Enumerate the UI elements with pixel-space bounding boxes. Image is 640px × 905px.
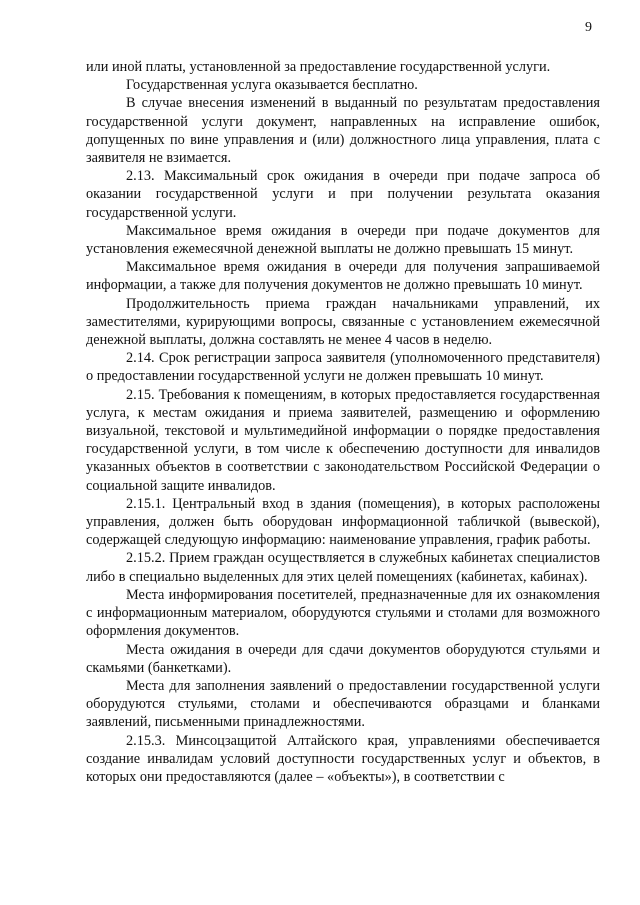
paragraph: В случае внесения изменений в выданный по результатам предоставления государственной услуги документ, направленных на исправление ошибок, допущенных по вине управления и (или) должностного лица управления, плата с заявителя не взимается.	[86, 95, 600, 167]
paragraph: Максимальное время ожидания в очереди для получения запрашиваемой информации, а также для получения документов не должно превышать 10 минут.	[86, 259, 600, 294]
page-number: 9	[585, 20, 592, 35]
document-body	[86, 58, 600, 786]
paragraph: 2.15.2. Прием граждан осуществляется в служебных кабинетах специалистов либо в специально выделенных для этих целей помещениях (кабинетах, кабинах).	[86, 550, 600, 585]
paragraph: Государственная услуга оказывается бесплатно.	[126, 77, 418, 94]
paragraph: Места для заполнения заявлений о предоставлении государственной услуги оборудуются стульями, столами и обеспечиваются образцами и бланками заявлений, письменными принадлежностями.	[86, 677, 600, 731]
paragraph: Максимальное время ожидания в очереди при подаче документов для установления ежемесячной денежной выплаты не должно превышать 15 минут.	[86, 222, 600, 258]
paragraph: 2.15.3. Минсоцзащитой Алтайского края, управлениями обеспечивается создание инвалидам условий доступности государственных услуг и объектов, в которых они предоставляются (далее – «объекты»), в соответствии с	[86, 732, 600, 785]
paragraph: Места ожидания в очереди для сдачи документов оборудуются стульями и скамьями (банкетками).	[86, 641, 600, 676]
paragraph: 2.14. Срок регистрации запроса заявителя (уполномоченного представителя) о предоставлении государственной услуги не должен превышать 10 минут.	[86, 350, 600, 385]
paragraph: 2.15.1. Центральный вход в здания (помещения), в которых расположены управления, должен быть оборудован информационной табличкой (вывеской), содержащей следующую информацию: наименование управления, график работы.	[86, 495, 600, 549]
paragraph: Места информирования посетителей, предназначенные для их ознакомления с информационным материалом, оборудуются стульями и столами для возможного оформления документов.	[86, 586, 600, 640]
paragraph: или иной платы, установленной за предоставление государственной услуги.	[86, 59, 551, 75]
paragraph: 2.13. Максимальный срок ожидания в очереди при подаче запроса об оказании государственной услуги и при получении результата оказания государственной услуги.	[86, 168, 600, 221]
paragraph: 2.15. Требования к помещениям, в которых предоставляется государственная услуга, к местам ожидания и приема заявителей, размещению и оформлению визуальной, текстовой и мультимедийной информации о порядке предоставления государственной услуги, в том числе к обеспечению доступности для инвалидов указанных объектов в соответствии с законодательством Российской Федерации о социальной защите инвалидов.	[86, 386, 600, 494]
paragraph: Продолжительность приема граждан начальниками управлений, их заместителями, курирующими вопросы, связанные с установлением ежемесячной денежной выплаты, должна составлять не менее 4 часов в неделю.	[86, 295, 600, 349]
